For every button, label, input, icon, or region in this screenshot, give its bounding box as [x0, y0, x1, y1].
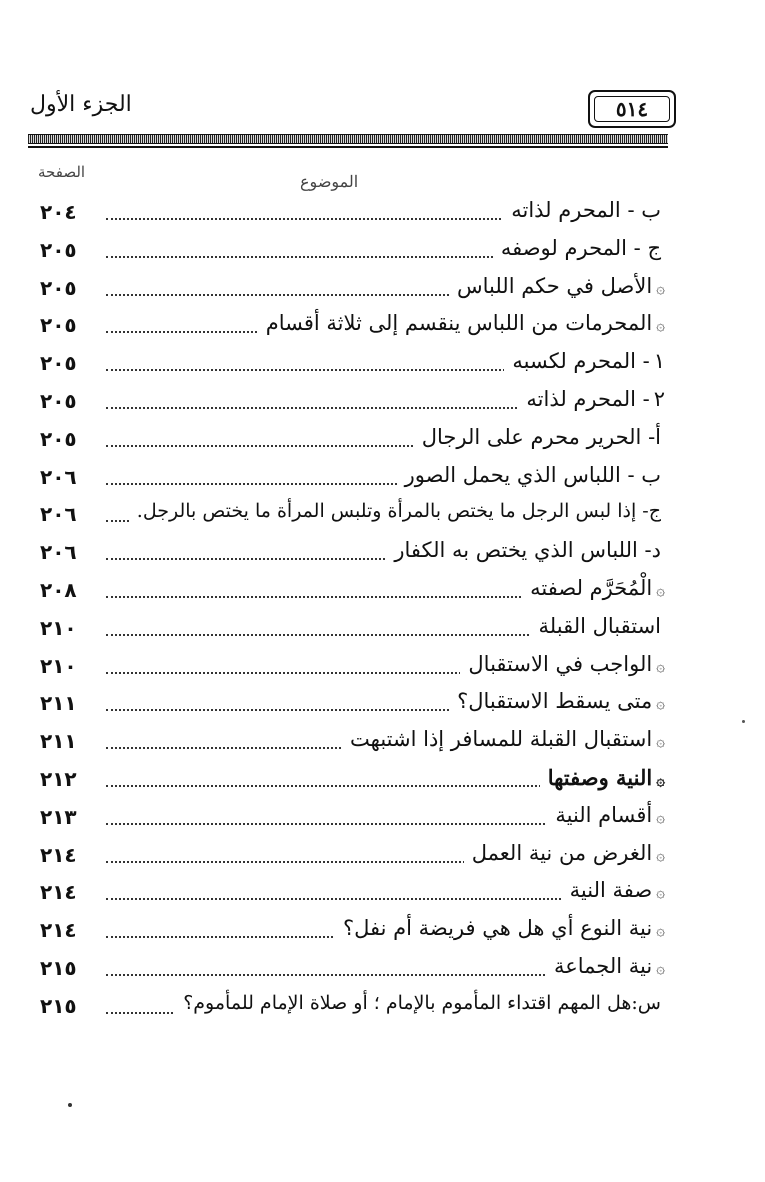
toc-title-text: الغرض من نية العمل: [471, 840, 653, 865]
toc-title: [518, 387, 665, 411]
toc-page-number: ٢١٠: [40, 653, 77, 678]
header-rule-thin: [28, 146, 668, 148]
toc-title: [504, 349, 665, 373]
toc-page-number: ٢١٠: [40, 615, 77, 640]
toc-page-number: ٢٠٦: [40, 464, 77, 489]
toc-title: [175, 992, 665, 1014]
toc-row: [40, 272, 665, 310]
toc-page-number: ٢١٤: [40, 918, 77, 943]
toc-row: [40, 952, 665, 990]
toc-title-text: نية الجماعة: [553, 953, 653, 978]
toc-row: [40, 347, 665, 385]
toc-title: [562, 878, 665, 902]
toc-title: [258, 311, 665, 335]
toc-row: [40, 914, 665, 952]
toc-title: [449, 274, 665, 298]
toc-title-text: أ- الحرير محرم على الرجال: [421, 424, 661, 449]
toc-title: [531, 614, 665, 638]
toc-title-text: النية وصفتها: [547, 764, 653, 790]
toc-row: [40, 385, 665, 423]
toc-row: [40, 234, 665, 272]
toc-row: [40, 763, 665, 801]
toc-page-number: ٢٠٥: [40, 275, 77, 300]
toc-page-number: ٢٠٥: [40, 426, 77, 451]
toc-row: [40, 196, 665, 234]
toc-page-number: ٢١٥: [40, 955, 77, 980]
toc-title-text: د- اللباس الذي يختص به الكفار: [394, 538, 661, 563]
toc-page-number: ٢١١: [40, 691, 77, 716]
ornament-icon: ۞: [656, 278, 665, 297]
toc-row: [40, 990, 665, 1028]
toc-page-number: ٢٠٥: [40, 313, 77, 338]
toc-title-text: صفة النية: [569, 878, 653, 903]
toc-row: [40, 876, 665, 914]
toc-title: [386, 538, 665, 562]
toc-page-number: ٢١٣: [40, 804, 77, 829]
toc-page-number: ٢٠٦: [40, 502, 77, 527]
toc-row: [40, 498, 665, 536]
toc-page-number: ٢٠٥: [40, 351, 77, 376]
toc-title-text: ب - المحرم لذاته: [511, 198, 661, 222]
toc-page-number: ٢١٢: [40, 766, 77, 791]
toc-title-text: استقبال القبلة للمسافر إذا اشتبهت: [350, 727, 653, 752]
toc-row: [40, 801, 665, 839]
toc-row: [40, 536, 665, 574]
ornament-icon: ۞: [656, 694, 665, 713]
toc-page-number: ٢١٤: [40, 880, 77, 905]
scan-speck: [68, 1103, 72, 1107]
toc-title: [522, 576, 665, 600]
toc-row: [40, 687, 665, 725]
ornament-icon: ۞: [656, 770, 665, 789]
ornament-icon: ۞: [656, 580, 665, 599]
toc-title: [546, 954, 665, 978]
toc-row: [40, 725, 665, 763]
toc-title: [129, 500, 665, 522]
toc-page-number: ٢١١: [40, 729, 77, 754]
toc-title-text: الْمُحَرَّم لصفته: [530, 575, 653, 600]
ornament-icon: ۞: [656, 656, 665, 675]
toc-page-number: ٢٠٥: [40, 237, 77, 262]
toc-row: [40, 612, 665, 650]
toc-title-text: نية النوع أي هل هي فريضة أم نفل؟: [342, 916, 653, 941]
toc-title-text: ١- المحرم لكسبه: [512, 349, 665, 374]
toc-page-number: ٢٠٨: [40, 577, 77, 602]
toc-title: [464, 841, 665, 865]
page-number: ٥١٤: [594, 96, 670, 122]
toc-title-text: ب - اللباس الذي يحمل الصور: [404, 462, 661, 487]
toc-title: [449, 689, 665, 713]
toc-row: [40, 839, 665, 877]
toc-title-text: ٢- المحرم لذاته: [526, 386, 665, 411]
toc-page-number: ٢١٥: [40, 993, 77, 1018]
table-of-contents: [40, 196, 665, 1028]
page-number-box: [588, 90, 676, 128]
ornament-icon: ۞: [656, 732, 665, 751]
toc-title: [460, 652, 665, 676]
toc-title: [397, 463, 665, 487]
toc-title: [547, 803, 665, 827]
toc-page-number: ٢٠٤: [40, 200, 77, 224]
toc-title-text: أقسام النية: [555, 802, 653, 827]
ornament-icon: ۞: [656, 883, 665, 902]
toc-title: [540, 765, 665, 790]
toc-title: [493, 236, 665, 260]
running-header-part: الجزء الأول: [30, 92, 132, 117]
header-rule-band: [28, 134, 668, 144]
toc-row: [40, 423, 665, 461]
ornament-icon: ۞: [656, 845, 665, 864]
ornament-icon: ۞: [656, 807, 665, 826]
toc-page-number: ٢١٤: [40, 842, 77, 867]
toc-page-number: ٢٠٦: [40, 540, 77, 565]
toc-row: [40, 309, 665, 347]
toc-page-number: ٢٠٥: [40, 388, 77, 413]
toc-title-text: متى يسقط الاستقبال؟: [457, 689, 653, 714]
ornament-icon: ۞: [656, 958, 665, 977]
toc-title-text: ج - المحرم لوصفه: [500, 235, 661, 260]
toc-title-text: ج- إذا لبس الرجل ما يختص بالمرأة وتلبس المرأة ما يختص بالرجل.: [136, 500, 661, 523]
toc-title: [414, 425, 665, 449]
toc-title: [335, 916, 665, 940]
toc-title: [342, 727, 665, 751]
toc-title-text: الأصل في حكم اللباس: [456, 273, 653, 298]
toc-title: [503, 198, 665, 222]
toc-title-text: استقبال القبلة: [538, 613, 661, 638]
toc-title-text: الواجب في الاستقبال: [468, 651, 653, 676]
ornament-icon: ۞: [656, 316, 665, 335]
scan-speck: [742, 720, 745, 723]
column-head-topic: الموضوع: [300, 172, 359, 191]
toc-title-text: المحرمات من اللباس ينقسم إلى ثلاثة أقسام: [265, 311, 653, 336]
toc-title-text: س:هل المهم اقتداء المأموم بالإمام ؛ أو صلاة الإمام للمأموم؟: [183, 991, 661, 1014]
toc-row: [40, 574, 665, 612]
ornament-icon: ۞: [656, 921, 665, 940]
toc-row: [40, 461, 665, 499]
column-head-page: الصفحة: [38, 163, 86, 181]
toc-row: [40, 650, 665, 688]
